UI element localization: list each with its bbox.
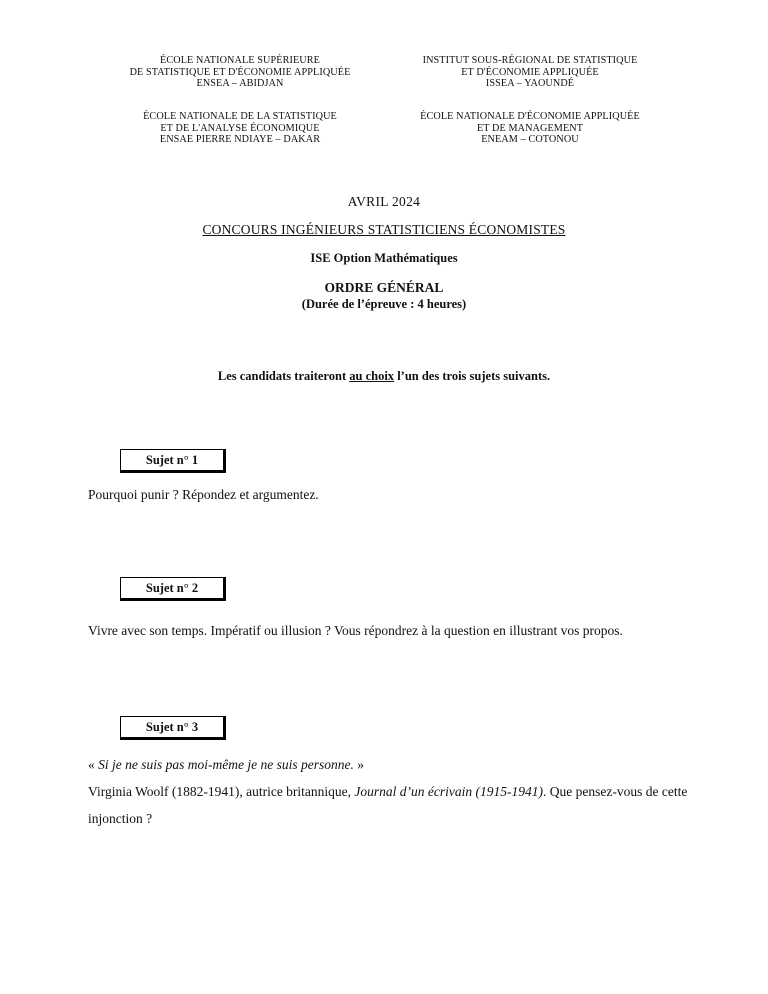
sujet-2-text: Vivre avec son temps. Impératif ou illusion ? Vous répondrez à la question en illustrant vos propos. — [88, 623, 623, 638]
header-line: DE STATISTIQUE ET D'ÉCONOMIE APPLIQUÉE — [129, 66, 351, 78]
header-line: ISSEA – YAOUNDÉ — [485, 78, 575, 90]
quote-mark: « — [88, 757, 99, 772]
quote-text: Si je ne suis pas moi-même je ne suis personne. — [98, 757, 354, 772]
header-line: ÉCOLE NATIONALE DE LA STATISTIQUE — [143, 111, 337, 122]
header-line: ET D'ÉCONOMIE APPLIQUÉE — [461, 66, 599, 78]
quote-author: Virginia Woolf (1882-1941), autrice britannique, — [88, 784, 355, 799]
header-line: ENSEA – ABIDJAN — [196, 78, 284, 90]
header-line: INSTITUT SOUS-RÉGIONAL DE STATISTIQUE — [422, 55, 638, 66]
instruction-text: l’un des trois sujets suivants. — [394, 369, 551, 383]
exam-option: ISE Option Mathématiques — [310, 251, 458, 265]
sujet-3-text — [88, 778, 708, 832]
header-line: ÉCOLE NATIONALE SUPÉRIEURE — [160, 55, 320, 66]
header-ensea — [80, 55, 400, 90]
instructions — [0, 369, 768, 384]
instruction-emphasis: au choix — [349, 369, 395, 383]
quote-mark: » — [353, 757, 364, 772]
sujet-2-label: Sujet n° 2 — [120, 577, 226, 601]
header-line: ÉCOLE NATIONALE D'ÉCONOMIE APPLIQUÉE — [420, 111, 640, 122]
exam-subject-title: ORDRE GÉNÉRAL — [324, 280, 444, 295]
sujet-1-label: Sujet n° 1 — [120, 449, 226, 473]
instruction-text: Les candidats traiteront — [217, 369, 350, 383]
header-line: ENEAM – COTONOU — [481, 134, 579, 146]
exam-duration: (Durée de l’épreuve : 4 heures) — [301, 297, 467, 311]
sujet-3-label: Sujet n° 3 — [120, 716, 226, 740]
sujet-3-quote — [88, 755, 364, 775]
header-issea — [370, 55, 690, 90]
header-eneam — [370, 111, 690, 146]
quote-work: Journal d’un écrivain (1915-1941) — [354, 784, 544, 799]
header-line: ENSAE PIERRE NDIAYE – DAKAR — [159, 134, 321, 146]
contest-title: CONCOURS INGÉNIEURS STATISTICIENS ÉCONOMISTES — [202, 222, 566, 237]
header-ensae — [80, 111, 400, 146]
header-line: ET DE L'ANALYSE ÉCONOMIQUE — [160, 122, 320, 134]
header-line: ET DE MANAGEMENT — [476, 122, 584, 134]
sujet-3-question: . Que pensez-vous de cette injonction ? — [88, 784, 688, 826]
sujet-1-text: Pourquoi punir ? Répondez et argumentez. — [88, 487, 319, 502]
exam-date: AVRIL 2024 — [347, 194, 421, 209]
